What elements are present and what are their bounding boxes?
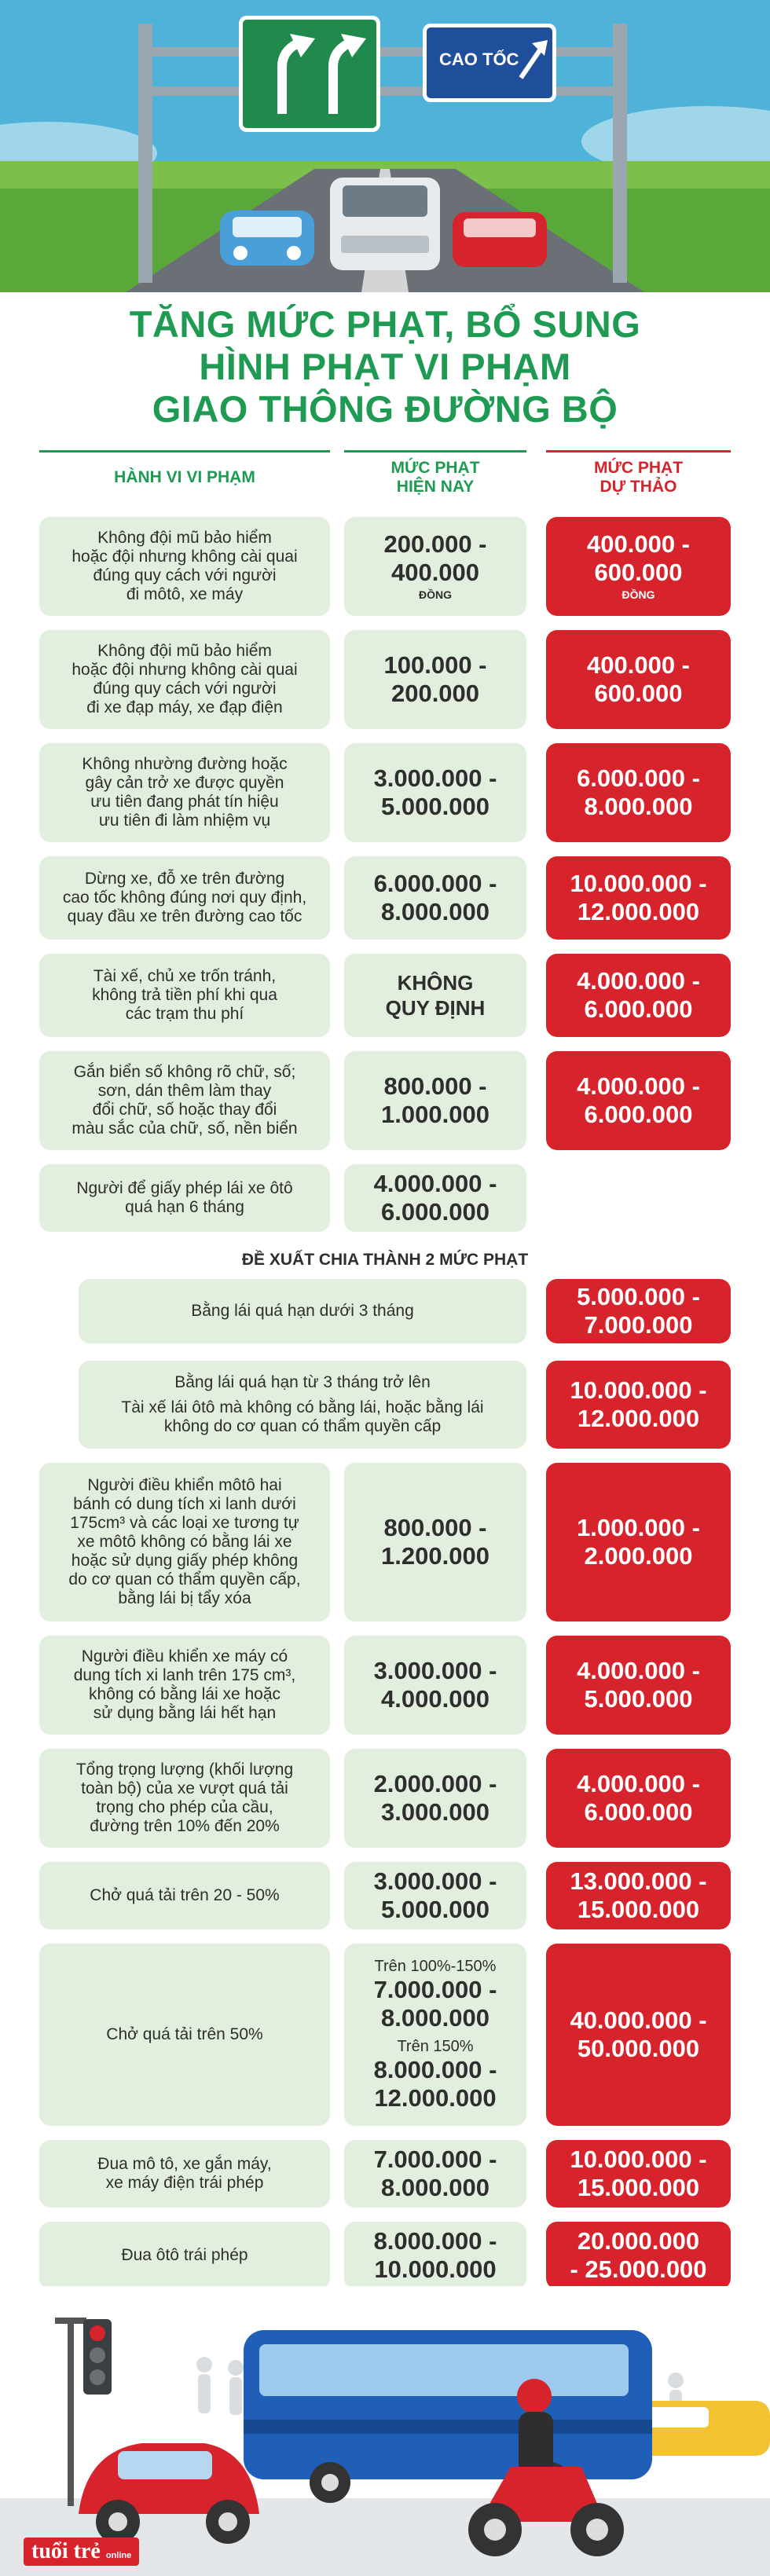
header-divider [344,450,526,453]
draft-fine-cell: 4.000.000 - 6.000.000 [546,1749,731,1848]
violation-cell: Không đội mũ bảo hiểm hoặc đội nhưng không cài quai đúng quy cách với người đi xe đạp máy, xe đạp điện [39,630,330,729]
draft-fine-cell: 10.000.000 - 12.000.000 [546,1361,731,1449]
column-header-draft [546,459,731,497]
draft-fine-cell: 6.000.000 - 8.000.000 [546,743,731,842]
current-fine-cell: 4.000.000 - 6.000.000 [344,1164,526,1232]
gantry-post-left [138,24,152,283]
violation-cell: Tài xế, chủ xe trốn tránh, không trả tiền phí khi qua các trạm thu phí [39,954,330,1037]
violation-cell: Đua mô tô, xe gắn máy, xe máy điện trái phép [39,2140,330,2208]
current-fine-cell: Trên 100%-150% 7.000.000 - 8.000.000 Trên 150% 8.000.000 - 12.000.000 [344,1944,526,2126]
highway-scene [0,0,770,292]
current-fine-cell: 800.000 - 1.200.000 [344,1463,526,1621]
violation-cell: Dừng xe, đỗ xe trên đường cao tốc không đúng nơi quy định, quay đầu xe trên đường cao tốc [39,856,330,940]
highway-sign-label: CAO TỐC [439,49,519,69]
draft-fine-cell: 13.000.000 - 15.000.000 [546,1862,731,1929]
header-line: MỨC PHẠT [593,459,684,477]
violation-cell: Chở quá tải trên 20 - 50% [39,1862,330,1929]
violation-cell: Không nhường đường hoặc gây cản trở xe được quyền ưu tiên đang phát tín hiệu ưu tiên đi làm nhiệm vụ [39,743,330,842]
current-fine-cell: 3.000.000 - 4.000.000 [344,1636,526,1735]
header-line: MỨC PHẠT [390,459,480,477]
header-line: DỰ THẢO [600,478,677,496]
draft-fine-cell: 5.000.000 - 7.000.000 [546,1279,731,1343]
page-title [31,303,739,431]
blue-car [220,211,314,266]
current-fine-cell: 3.000.000 - 5.000.000 [344,743,526,842]
violation-cell: Gắn biển số không rõ chữ, số; sơn, dán thêm làm thay đổi chữ, số hoặc thay đổi màu sắc của chữ, số, nền biển [39,1051,330,1150]
violation-cell: Tổng trọng lượng (khối lượng toàn bộ) của xe vượt quá tải trọng cho phép của cầu, đường trên 10% đến 20% [39,1749,330,1848]
draft-fine-cell: 4.000.000 - 6.000.000 [546,1051,731,1150]
violation-cell: Chở quá tải trên 50% [39,1944,330,2126]
footer-illustration [0,2286,770,2576]
highway-sign [423,24,556,102]
current-fine-cell: 200.000 - 400.000 ĐỒNG [344,517,526,616]
header-illustration [0,0,770,292]
current-fine-cell: 2.000.000 - 3.000.000 [344,1749,526,1848]
red-car [453,212,547,267]
gantry-post-right [613,24,627,283]
violation-cell: Đua ôtô trái phép [39,2222,330,2289]
draft-fine-cell: 4.000.000 - 6.000.000 [546,954,731,1037]
title-line: HÌNH PHẠT VI PHẠM [199,346,571,387]
title-line: GIAO THÔNG ĐƯỜNG BỘ [152,388,618,430]
white-van [330,178,440,270]
direction-sign [239,16,380,132]
current-fine-cell: 6.000.000 - 8.000.000 [344,856,526,940]
tier-label: Trên 100%-150% [374,1958,497,1975]
current-fine-cell: 3.000.000 - 5.000.000 [344,1862,526,1929]
draft-fine-cell: 20.000.000 - 25.000.000 [546,2222,731,2289]
arrow-up-right-icon [515,37,549,84]
draft-fine-cell: 400.000 - 600.000 ĐỒNG [546,517,731,616]
header-line: HIỆN NAY [396,478,475,496]
draft-fine-cell: 1.000.000 - 2.000.000 [546,1463,731,1621]
violation-cell: Người điều khiển môtô hai bánh có dung tích xi lanh dưới 175cm³ và các loại xe tương tự xe môtô không có bằng lái xe hoặc sử dụng giấy phép không do cơ quan có thẩm quyền cấp, bằng lái bị tẩy xóa [39,1463,330,1621]
traffic-scene [0,2286,770,2576]
current-fine-cell: 8.000.000 - 10.000.000 [344,2222,526,2289]
header-divider [39,450,330,453]
current-fine-cell: 100.000 - 200.000 [344,630,526,729]
unit-label: ĐỒNG [622,588,655,601]
current-fine-cell: KHÔNG QUY ĐỊNH [344,954,526,1037]
draft-fine-cell: 10.000.000 - 12.000.000 [546,856,731,940]
violation-cell: Không đội mũ bảo hiểm hoặc đội nhưng không cài quai đúng quy cách với người đi môtô, xe máy [39,517,330,616]
current-fine-cell: 7.000.000 - 8.000.000 [344,2140,526,2208]
split-section-title: ĐỀ XUẤT CHIA THÀNH 2 MỨC PHẠT [241,1251,529,1269]
tuoitre-logo: tuổi trẻ online [24,2538,139,2566]
column-header-violation: HÀNH VI VI PHẠM [114,468,255,486]
blue-bus [244,2330,652,2503]
unit-label: ĐỒNG [419,588,452,601]
draft-fine-cell: 10.000.000 - 15.000.000 [546,2140,731,2208]
violation-cell: Bằng lái quá hạn từ 3 tháng trở lên Tài xế lái ôtô mà không có bằng lái, hoặc bằng lái không do cơ quan có thẩm quyền cấp [79,1361,526,1449]
draft-fine-cell: 400.000 - 600.000 [546,630,731,729]
current-fine-cell: 800.000 - 1.000.000 [344,1051,526,1150]
turn-arrows-icon [243,20,376,128]
title-line: TĂNG MỨC PHẠT, BỔ SUNG [129,303,641,345]
violation-cell: Người điều khiển xe máy có dung tích xi lanh trên 175 cm³, không có bằng lái xe hoặc sử dụng bằng lái hết hạn [39,1636,330,1735]
tier-label: Trên 150% [397,2038,474,2055]
violation-cell: Bằng lái quá hạn dưới 3 tháng [79,1279,526,1343]
column-header-current [344,459,526,497]
draft-fine-cell: 4.000.000 - 5.000.000 [546,1636,731,1735]
violation-cell: Người để giấy phép lái xe ôtô quá hạn 6 tháng [39,1164,330,1232]
header-divider [546,450,731,453]
yellow-taxi [635,2401,770,2456]
draft-fine-cell: 40.000.000 - 50.000.000 [546,1944,731,2126]
